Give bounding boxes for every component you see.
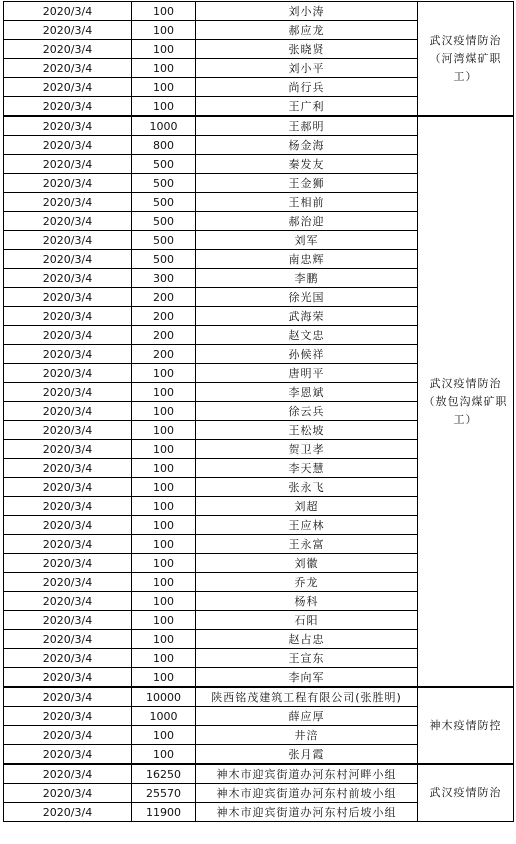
donation-table [3, 1, 514, 822]
date-cell: 2020/3/4 [4, 630, 132, 649]
name-cell: 井涪 [196, 726, 418, 745]
name-cell: 李鹏 [196, 269, 418, 288]
date-cell: 2020/3/4 [4, 668, 132, 688]
purpose-cell: 武汉疫情防治 [418, 764, 514, 822]
name-cell: 刘军 [196, 231, 418, 250]
amount-cell: 10000 [132, 687, 196, 707]
date-cell: 2020/3/4 [4, 307, 132, 326]
name-cell: 乔龙 [196, 573, 418, 592]
table-row [4, 687, 514, 707]
amount-cell: 100 [132, 497, 196, 516]
date-cell: 2020/3/4 [4, 78, 132, 97]
amount-cell: 100 [132, 592, 196, 611]
amount-cell: 100 [132, 554, 196, 573]
donation-table-body [4, 2, 514, 822]
name-cell: 李天慧 [196, 459, 418, 478]
date-cell: 2020/3/4 [4, 649, 132, 668]
amount-cell: 100 [132, 745, 196, 765]
amount-cell: 100 [132, 383, 196, 402]
amount-cell: 100 [132, 40, 196, 59]
amount-cell: 200 [132, 288, 196, 307]
name-cell: 李恩斌 [196, 383, 418, 402]
amount-cell: 100 [132, 668, 196, 688]
date-cell: 2020/3/4 [4, 745, 132, 765]
date-cell: 2020/3/4 [4, 687, 132, 707]
amount-cell: 11900 [132, 803, 196, 822]
name-cell: 刘小平 [196, 59, 418, 78]
name-cell: 杨金海 [196, 136, 418, 155]
name-cell: 尚行兵 [196, 78, 418, 97]
name-cell: 王宣东 [196, 649, 418, 668]
date-cell: 2020/3/4 [4, 459, 132, 478]
amount-cell: 100 [132, 78, 196, 97]
date-cell: 2020/3/4 [4, 554, 132, 573]
amount-cell: 100 [132, 573, 196, 592]
date-cell: 2020/3/4 [4, 497, 132, 516]
amount-cell: 300 [132, 269, 196, 288]
table-row [4, 2, 514, 21]
name-cell: 徐云兵 [196, 402, 418, 421]
date-cell: 2020/3/4 [4, 116, 132, 136]
amount-cell: 500 [132, 193, 196, 212]
amount-cell: 200 [132, 345, 196, 364]
name-cell: 王金狮 [196, 174, 418, 193]
amount-cell: 100 [132, 478, 196, 497]
amount-cell: 100 [132, 59, 196, 78]
date-cell: 2020/3/4 [4, 155, 132, 174]
date-cell: 2020/3/4 [4, 383, 132, 402]
name-cell: 薛应厚 [196, 707, 418, 726]
date-cell: 2020/3/4 [4, 326, 132, 345]
amount-cell: 100 [132, 402, 196, 421]
date-cell: 2020/3/4 [4, 421, 132, 440]
name-cell: 秦发友 [196, 155, 418, 174]
name-cell: 郝治迎 [196, 212, 418, 231]
date-cell: 2020/3/4 [4, 193, 132, 212]
date-cell: 2020/3/4 [4, 784, 132, 803]
name-cell: 神木市迎宾街道办河东村河畔小组 [196, 764, 418, 784]
date-cell: 2020/3/4 [4, 592, 132, 611]
amount-cell: 100 [132, 726, 196, 745]
amount-cell: 100 [132, 516, 196, 535]
name-cell: 杨科 [196, 592, 418, 611]
date-cell: 2020/3/4 [4, 535, 132, 554]
name-cell: 刘徽 [196, 554, 418, 573]
amount-cell: 25570 [132, 784, 196, 803]
amount-cell: 100 [132, 21, 196, 40]
amount-cell: 500 [132, 212, 196, 231]
amount-cell: 100 [132, 364, 196, 383]
name-cell: 王相前 [196, 193, 418, 212]
name-cell: 刘超 [196, 497, 418, 516]
date-cell: 2020/3/4 [4, 174, 132, 193]
date-cell: 2020/3/4 [4, 21, 132, 40]
name-cell: 张晓贤 [196, 40, 418, 59]
amount-cell: 500 [132, 231, 196, 250]
date-cell: 2020/3/4 [4, 345, 132, 364]
amount-cell: 100 [132, 459, 196, 478]
date-cell: 2020/3/4 [4, 478, 132, 497]
date-cell: 2020/3/4 [4, 288, 132, 307]
date-cell: 2020/3/4 [4, 402, 132, 421]
name-cell: 贺卫孝 [196, 440, 418, 459]
date-cell: 2020/3/4 [4, 803, 132, 822]
name-cell: 王永富 [196, 535, 418, 554]
amount-cell: 100 [132, 440, 196, 459]
date-cell: 2020/3/4 [4, 707, 132, 726]
amount-cell: 1000 [132, 707, 196, 726]
name-cell: 孙候祥 [196, 345, 418, 364]
amount-cell: 100 [132, 630, 196, 649]
date-cell: 2020/3/4 [4, 59, 132, 78]
name-cell: 陕西铭茂建筑工程有限公司(张胜明) [196, 687, 418, 707]
amount-cell: 100 [132, 2, 196, 21]
amount-cell: 800 [132, 136, 196, 155]
amount-cell: 100 [132, 611, 196, 630]
purpose-cell: 神木疫情防控 [418, 687, 514, 764]
name-cell: 神木市迎宾街道办河东村后坡小组 [196, 803, 418, 822]
date-cell: 2020/3/4 [4, 2, 132, 21]
date-cell: 2020/3/4 [4, 611, 132, 630]
name-cell: 王郝明 [196, 116, 418, 136]
date-cell: 2020/3/4 [4, 364, 132, 383]
name-cell: 张月霞 [196, 745, 418, 765]
date-cell: 2020/3/4 [4, 726, 132, 745]
name-cell: 赵文忠 [196, 326, 418, 345]
name-cell: 刘小涛 [196, 2, 418, 21]
amount-cell: 500 [132, 155, 196, 174]
amount-cell: 200 [132, 326, 196, 345]
amount-cell: 1000 [132, 116, 196, 136]
date-cell: 2020/3/4 [4, 97, 132, 117]
name-cell: 王松坡 [196, 421, 418, 440]
amount-cell: 100 [132, 421, 196, 440]
table-row [4, 764, 514, 784]
date-cell: 2020/3/4 [4, 573, 132, 592]
name-cell: 王广利 [196, 97, 418, 117]
name-cell: 赵占忠 [196, 630, 418, 649]
table-row [4, 116, 514, 136]
name-cell: 王应林 [196, 516, 418, 535]
name-cell: 张永飞 [196, 478, 418, 497]
name-cell: 徐光国 [196, 288, 418, 307]
date-cell: 2020/3/4 [4, 516, 132, 535]
name-cell: 唐明平 [196, 364, 418, 383]
date-cell: 2020/3/4 [4, 440, 132, 459]
date-cell: 2020/3/4 [4, 231, 132, 250]
date-cell: 2020/3/4 [4, 764, 132, 784]
date-cell: 2020/3/4 [4, 212, 132, 231]
date-cell: 2020/3/4 [4, 40, 132, 59]
name-cell: 石阳 [196, 611, 418, 630]
amount-cell: 16250 [132, 764, 196, 784]
purpose-cell: 武汉疫情防治（敖包沟煤矿职工） [418, 116, 514, 687]
name-cell: 武海荣 [196, 307, 418, 326]
date-cell: 2020/3/4 [4, 269, 132, 288]
name-cell: 神木市迎宾街道办河东村前坡小组 [196, 784, 418, 803]
amount-cell: 100 [132, 649, 196, 668]
name-cell: 南忠辉 [196, 250, 418, 269]
amount-cell: 500 [132, 250, 196, 269]
name-cell: 李向军 [196, 668, 418, 688]
name-cell: 郝应龙 [196, 21, 418, 40]
amount-cell: 500 [132, 174, 196, 193]
date-cell: 2020/3/4 [4, 250, 132, 269]
date-cell: 2020/3/4 [4, 136, 132, 155]
amount-cell: 100 [132, 97, 196, 117]
amount-cell: 100 [132, 535, 196, 554]
purpose-cell: 武汉疫情防治（河湾煤矿职工） [418, 2, 514, 117]
amount-cell: 200 [132, 307, 196, 326]
